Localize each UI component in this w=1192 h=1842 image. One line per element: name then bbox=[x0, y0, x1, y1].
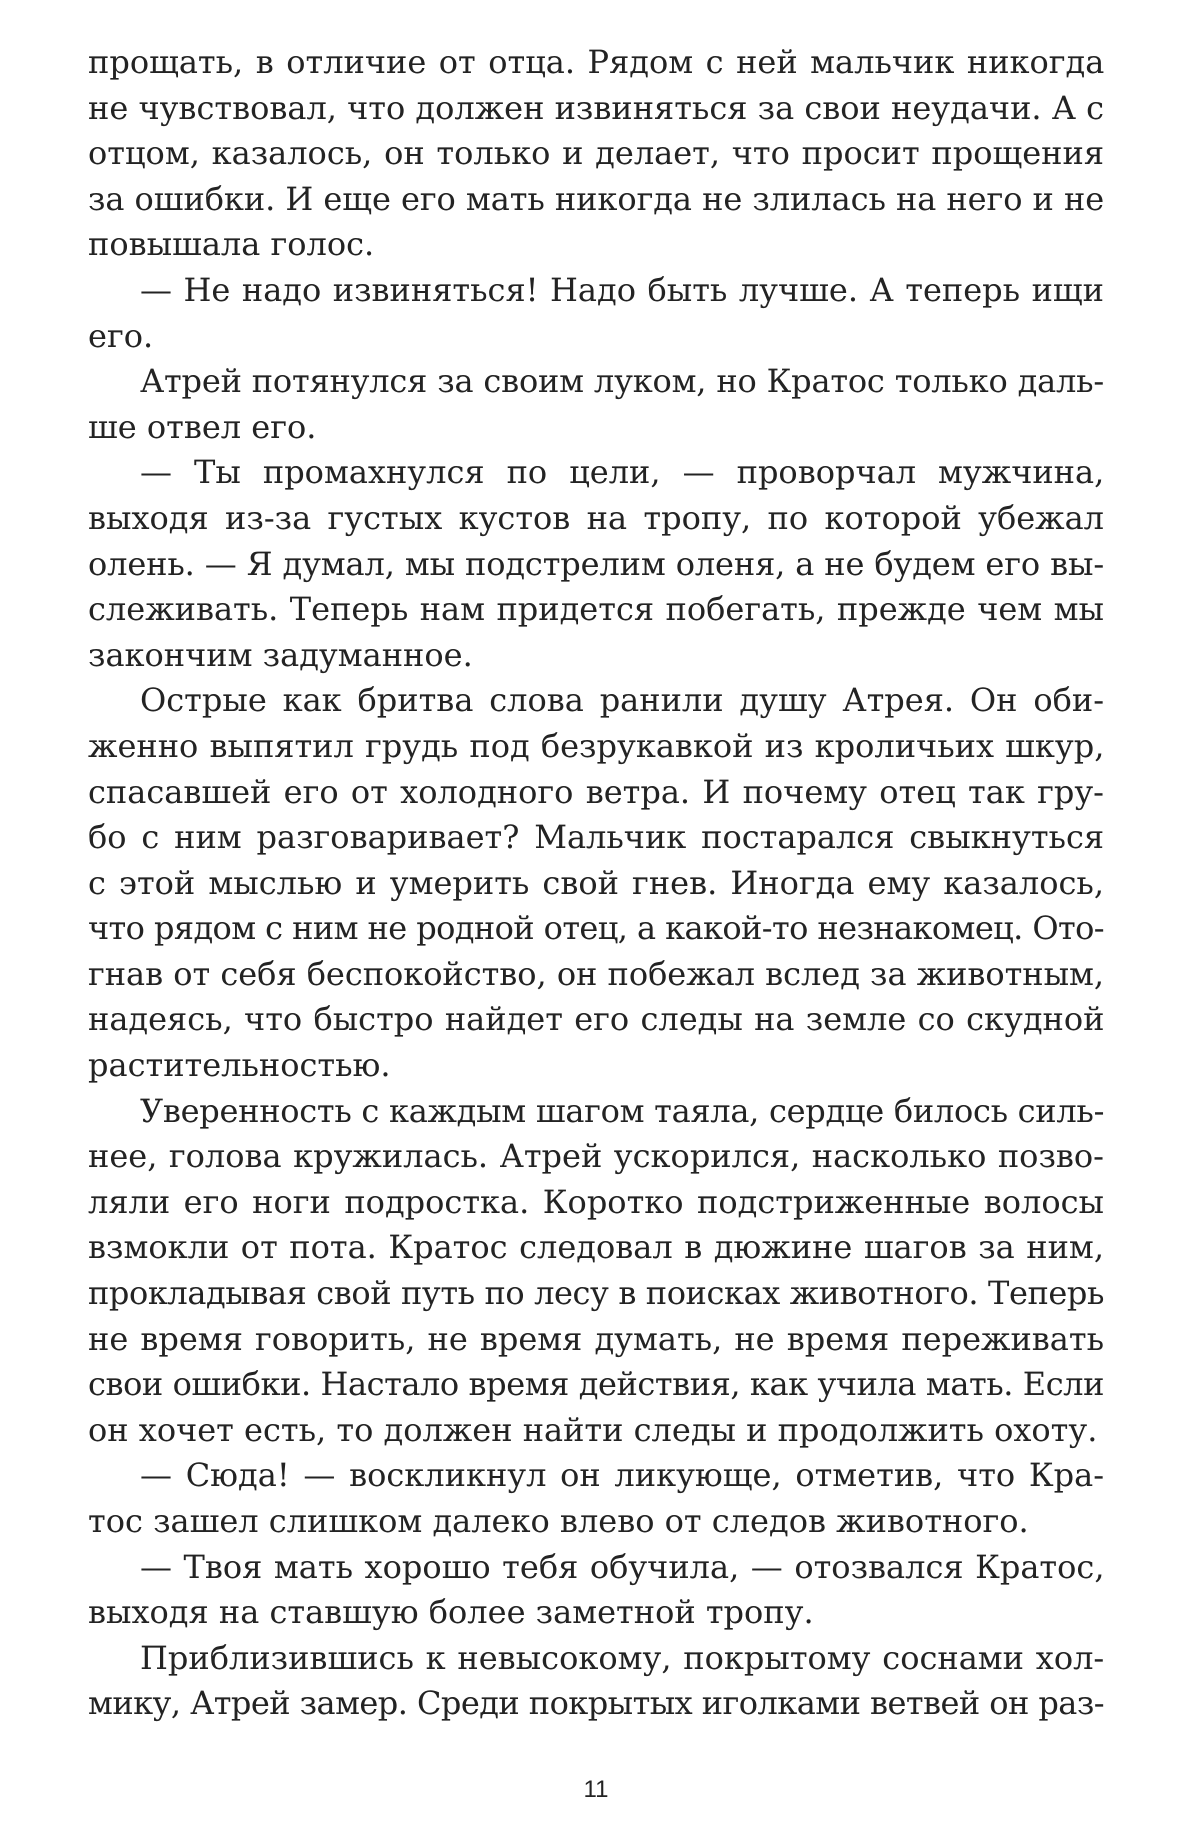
page-text bbox=[88, 40, 1104, 1727]
text-line: не время говорить, не время думать, не время переживать bbox=[88, 1319, 1104, 1358]
text-line: женно выпятил грудь под безрукавкой из кроличьих шкур, bbox=[88, 726, 1105, 765]
text-line: закончим задуманное. bbox=[88, 635, 473, 674]
text-line: взмокли от пота. Кратос следовал в дюжине шагов за ним, bbox=[88, 1228, 1104, 1267]
text-line: Острые как бритва слова ранили душу Атрея. Он оби- bbox=[140, 681, 1104, 720]
page-number: 11 bbox=[583, 1776, 609, 1803]
text-line: бо с ним разговаривает? Мальчик постарался свыкнуться bbox=[88, 818, 1105, 857]
text-line: свои ошибки. Настало время действия, как учила мать. Если bbox=[88, 1365, 1104, 1404]
text-line: прощать, в отличие от отца. Рядом с ней мальчик никогда bbox=[88, 43, 1105, 81]
text-line: прокладывая свой путь по лесу в поисках животного. Теперь bbox=[88, 1274, 1104, 1313]
text-line: отцом, казалось, он только и делает, что просит прощения bbox=[88, 134, 1104, 173]
text-line: ляли его ноги подростка. Коротко подстриженные волосы bbox=[88, 1182, 1104, 1221]
text-line: не чувствовал, что должен извиняться за свои неудачи. А с bbox=[88, 88, 1105, 127]
text-line: Уверенность с каждым шагом таяла, сердце билось силь- bbox=[140, 1091, 1105, 1130]
text-line: за ошибки. И еще его мать никогда не злилась на него и не bbox=[88, 179, 1105, 218]
text-line: олень. — Я думал, мы подстрелим оленя, а не будем его вы- bbox=[88, 544, 1104, 583]
text-line: мику, Атрей замер. Среди покрытых иголками ветвей он раз- bbox=[88, 1684, 1104, 1723]
text-line: Приблизившись к невысокому, покрытому соснами хол- bbox=[140, 1638, 1105, 1677]
text-line: растительностью. bbox=[88, 1046, 391, 1085]
text-line: повышала голос. bbox=[88, 225, 375, 264]
text-line: тос зашел слишком далеко влево от следов животного. bbox=[88, 1502, 1029, 1540]
text-line: ше отвел его. bbox=[88, 407, 317, 446]
text-line: выходя из-за густых кустов на тропу, по которой убежал bbox=[88, 498, 1104, 537]
text-line: — Твоя мать хорошо тебя обучила, — отозвался Кратос, bbox=[140, 1547, 1105, 1586]
text-line: спасавшей его от холодного ветра. И почему отец так гру- bbox=[88, 772, 1104, 811]
text-line: выходя на ставшую более заметной тропу. bbox=[88, 1593, 814, 1632]
text-line: Атрей потянулся за своим луком, но Кратос только даль- bbox=[140, 362, 1104, 401]
text-line: нее, голова кружилась. Атрей ускорился, насколько позво- bbox=[88, 1137, 1104, 1176]
text-line: его. bbox=[88, 316, 154, 355]
text-line: — Сюда! — воскликнул он ликующе, отметив, что Кра- bbox=[140, 1456, 1104, 1495]
text-line: — Не надо извиняться! Надо быть лучше. А теперь ищи bbox=[140, 270, 1104, 309]
text-line: слеживать. Теперь нам придется побегать, прежде чем мы bbox=[88, 590, 1105, 629]
text-line: с этой мыслью и умерить свой гнев. Иногда ему казалось, bbox=[88, 863, 1104, 902]
text-line: гнав от себя беспокойство, он побежал вслед за животным, bbox=[88, 954, 1104, 993]
text-line: — Ты промахнулся по цели, — проворчал мужчина, bbox=[140, 453, 1105, 492]
text-line: надеясь, что быстро найдет его следы на земле со скудной bbox=[88, 1000, 1105, 1039]
text-line: он хочет есть, то должен найти следы и продолжить охоту. bbox=[88, 1410, 1098, 1449]
text-line: что рядом с ним не родной отец, а какой-то незнакомец. Ото- bbox=[88, 909, 1104, 948]
